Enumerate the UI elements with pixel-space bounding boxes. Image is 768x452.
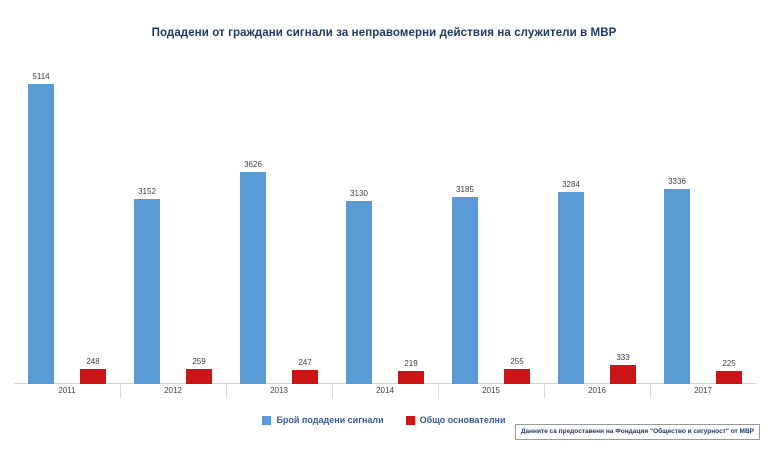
chart-title: Подадени от граждани сигнали за неправомерни действия на служители в МВР xyxy=(151,27,617,39)
bar-value-label: 247 xyxy=(298,357,312,367)
bar-group xyxy=(332,56,438,384)
bar-primary xyxy=(28,84,54,384)
bar-value-label: 3336 xyxy=(668,176,686,186)
bar-primary xyxy=(134,199,160,384)
legend-item-secondary xyxy=(406,415,506,425)
bar-secondary xyxy=(716,371,742,384)
x-axis-separator xyxy=(544,384,545,398)
bar-secondary xyxy=(398,371,424,384)
bar-group xyxy=(650,56,756,384)
bar-group xyxy=(120,56,226,384)
bar-value-label: 333 xyxy=(616,352,630,362)
bar-primary xyxy=(558,192,584,384)
x-axis-separator xyxy=(438,384,439,398)
legend-swatch-primary xyxy=(262,416,271,425)
x-axis-tick-label: 2016 xyxy=(588,386,606,395)
plot-area xyxy=(14,56,756,384)
bar-value-label: 255 xyxy=(510,357,524,367)
x-axis-separator xyxy=(226,384,227,398)
bar-value-label: 3284 xyxy=(562,179,580,189)
bar-value-label: 225 xyxy=(722,358,736,368)
x-axis-tick-label: 2017 xyxy=(694,386,712,395)
legend-label-primary: Брой подадени сигнали xyxy=(276,415,384,425)
bar-group xyxy=(438,56,544,384)
x-axis-tick-label: 2013 xyxy=(270,386,288,395)
bar-value-label: 219 xyxy=(404,359,418,369)
x-axis-separator xyxy=(650,384,651,398)
bar-value-label: 5114 xyxy=(32,72,50,82)
source-note: Данните са предоставени на Фондация "Общество и сигурност" от МВР xyxy=(515,424,760,440)
legend-item-primary xyxy=(262,415,383,425)
bar-primary xyxy=(346,201,372,384)
bar-primary xyxy=(452,197,478,384)
bar-group xyxy=(14,56,120,384)
bar-value-label: 3152 xyxy=(138,187,156,197)
bar-value-label: 3185 xyxy=(456,185,474,195)
x-axis-labels xyxy=(14,386,756,402)
bar-secondary xyxy=(186,369,212,384)
bar-secondary xyxy=(80,369,106,384)
x-axis-tick-label: 2015 xyxy=(482,386,500,395)
bar-primary xyxy=(664,189,690,384)
x-axis-tick-label: 2014 xyxy=(376,386,394,395)
bar-group xyxy=(544,56,650,384)
bar-value-label: 259 xyxy=(192,356,206,366)
bar-primary xyxy=(240,172,266,384)
bar-value-label: 3626 xyxy=(244,159,262,169)
x-axis-tick-label: 2012 xyxy=(164,386,182,395)
bar-value-label: 248 xyxy=(86,357,100,367)
x-axis-separator xyxy=(120,384,121,398)
x-axis-separator xyxy=(332,384,333,398)
bar-secondary xyxy=(292,370,318,384)
bar-group xyxy=(226,56,332,384)
bar-secondary xyxy=(504,369,530,384)
x-axis-tick-label: 2011 xyxy=(58,386,76,395)
bar-value-label: 3130 xyxy=(350,188,368,198)
legend-swatch-secondary xyxy=(406,416,415,425)
legend-label-secondary: Общо основателни xyxy=(419,415,506,425)
bar-secondary xyxy=(610,365,636,385)
